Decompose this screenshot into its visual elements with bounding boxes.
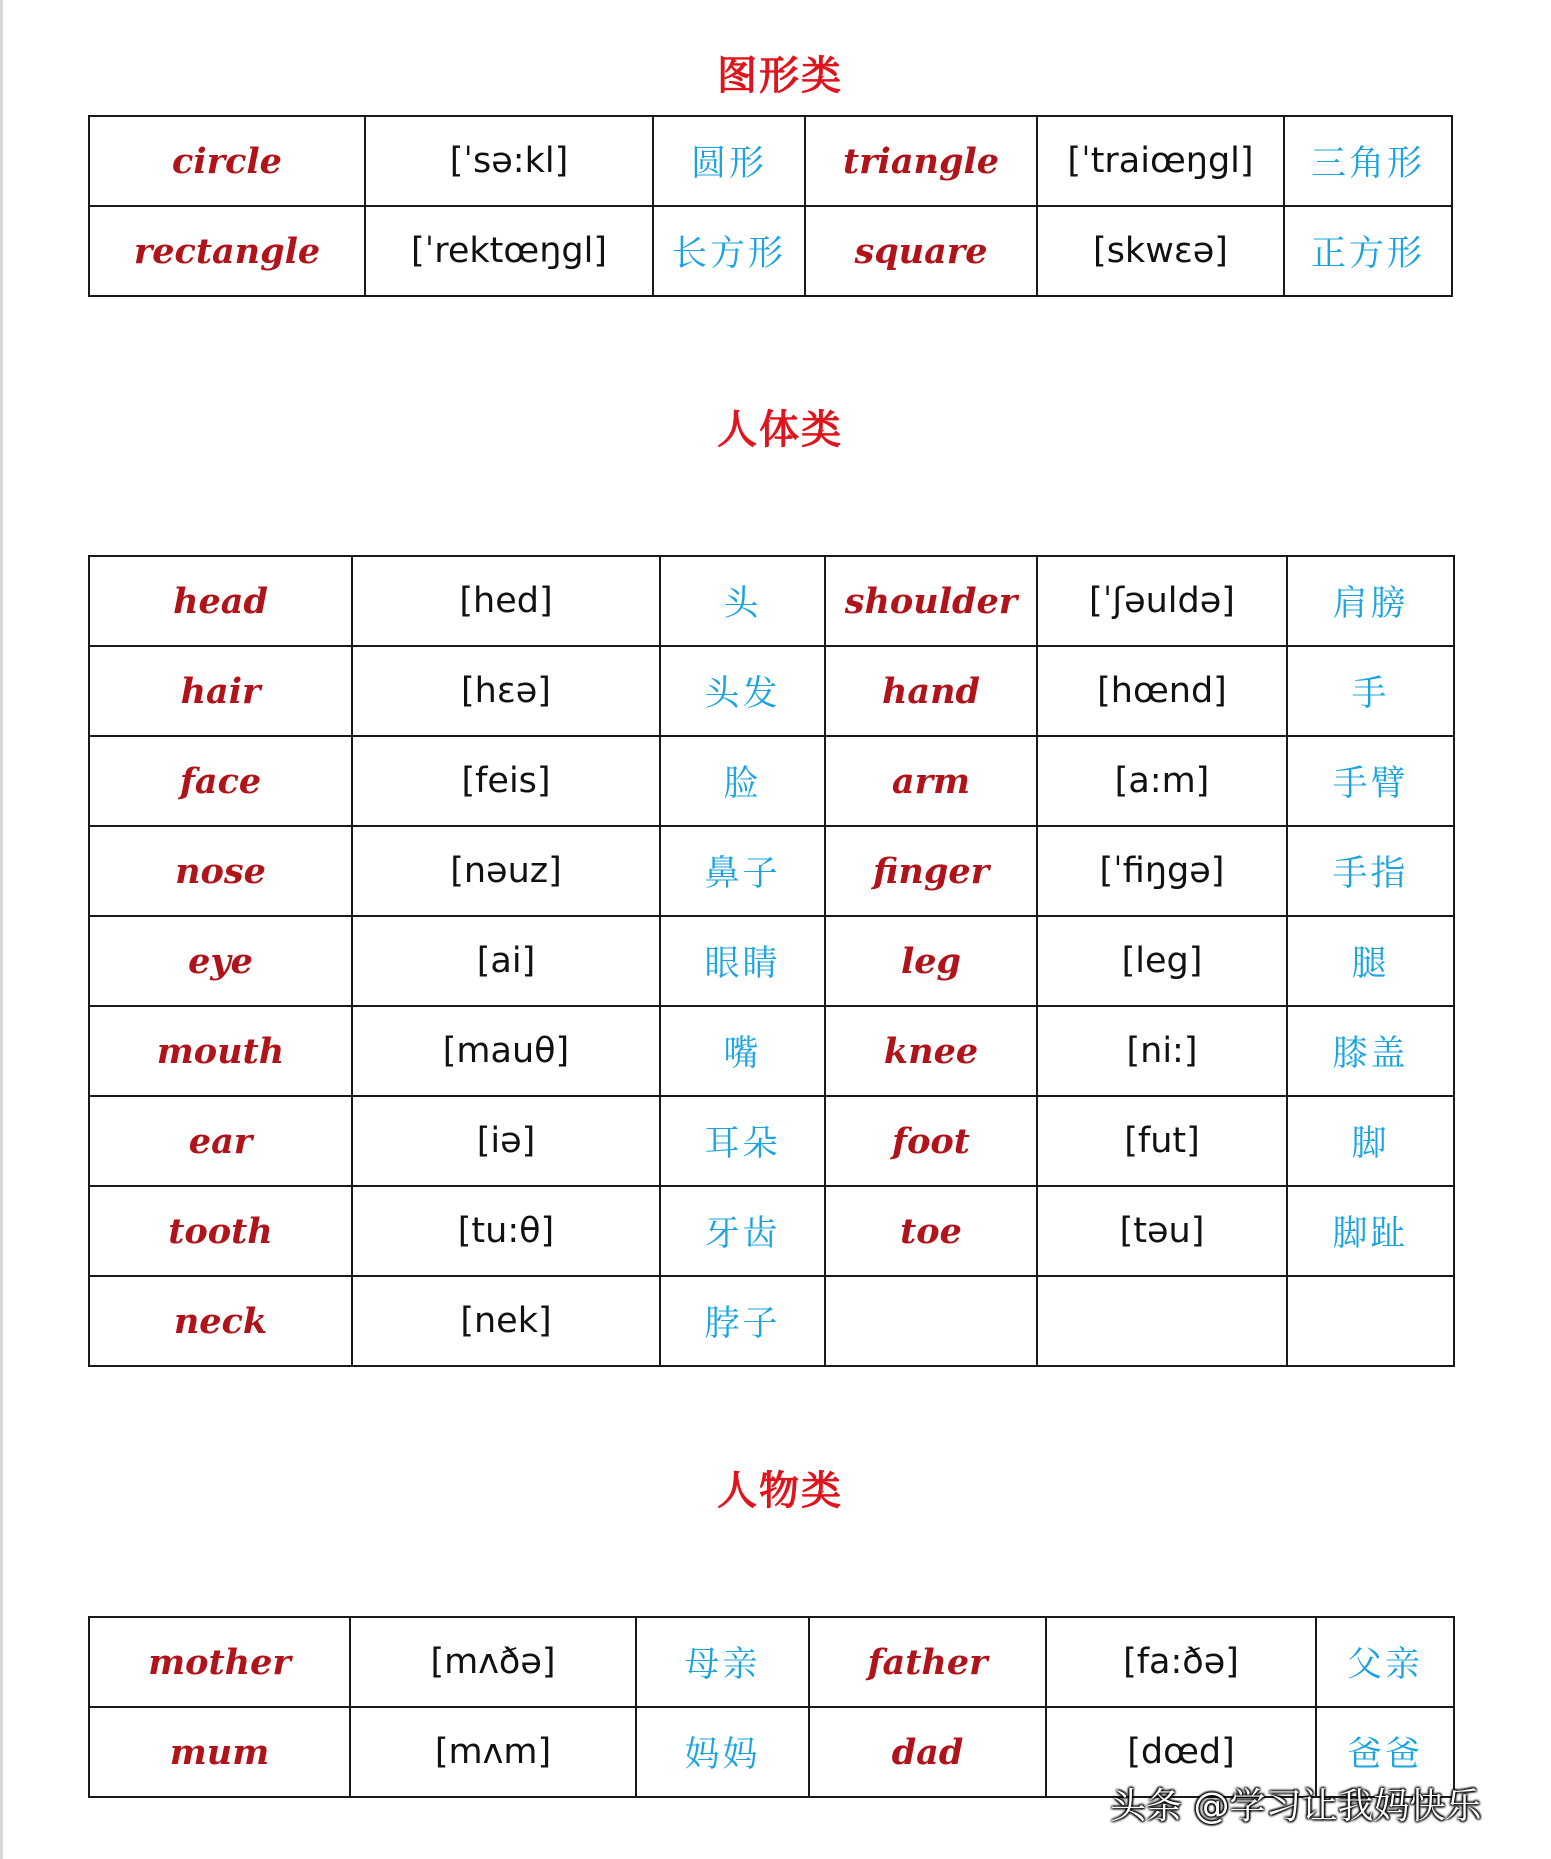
- phonetic: [təu]: [1037, 1186, 1287, 1276]
- phonetic: [a:m]: [1037, 736, 1287, 826]
- chinese-meaning: 父亲: [1316, 1617, 1454, 1707]
- empty-cell: [1287, 1276, 1454, 1366]
- english-word: arm: [825, 736, 1037, 826]
- chinese-meaning: 妈妈: [636, 1707, 809, 1797]
- english-word: mouth: [89, 1006, 352, 1096]
- chinese-meaning: 正方形: [1284, 206, 1452, 296]
- phonetic: [tu:θ]: [352, 1186, 660, 1276]
- watermark: 头条 @学习让我妈快乐: [1110, 1786, 1482, 1827]
- phonetic: [skwɛə]: [1037, 206, 1284, 296]
- english-word: mum: [89, 1707, 350, 1797]
- table-row: [89, 916, 1454, 1006]
- phonetic: [iə]: [352, 1096, 660, 1186]
- chinese-meaning: 膝盖: [1287, 1006, 1454, 1096]
- english-word: square: [805, 206, 1037, 296]
- phonetic: [nek]: [352, 1276, 660, 1366]
- phonetic: [hɛə]: [352, 646, 660, 736]
- table-row: [89, 556, 1454, 646]
- vocab-table-people: [88, 1616, 1455, 1798]
- phonetic: [ˈfiŋgə]: [1037, 826, 1287, 916]
- chinese-meaning: 手: [1287, 646, 1454, 736]
- english-word: finger: [825, 826, 1037, 916]
- english-word: rectangle: [89, 206, 365, 296]
- table-row: [89, 1617, 1454, 1707]
- chinese-meaning: 母亲: [636, 1617, 809, 1707]
- table-row: [89, 826, 1454, 916]
- english-word: eye: [89, 916, 352, 1006]
- phonetic: [ai]: [352, 916, 660, 1006]
- chinese-meaning: 头发: [660, 646, 825, 736]
- table-row: [89, 1276, 1454, 1366]
- chinese-meaning: 爸爸: [1316, 1707, 1454, 1797]
- english-word: father: [809, 1617, 1046, 1707]
- english-word: leg: [825, 916, 1037, 1006]
- section-title-shapes: 图形类: [717, 53, 843, 99]
- phonetic: [ˈʃəuldə]: [1037, 556, 1287, 646]
- chinese-meaning: 嘴: [660, 1006, 825, 1096]
- section-title-people: 人物类: [717, 1468, 843, 1514]
- table-row: [89, 736, 1454, 826]
- phonetic: [leg]: [1037, 916, 1287, 1006]
- table-row: [89, 116, 1452, 206]
- chinese-meaning: 脖子: [660, 1276, 825, 1366]
- chinese-meaning: 脸: [660, 736, 825, 826]
- page-edge: [0, 0, 3, 1859]
- english-word: hand: [825, 646, 1037, 736]
- english-word: head: [89, 556, 352, 646]
- chinese-meaning: 圆形: [653, 116, 805, 206]
- phonetic: [dœd]: [1046, 1707, 1316, 1797]
- phonetic: [feis]: [352, 736, 660, 826]
- vocab-table-shapes: [88, 115, 1453, 297]
- chinese-meaning: 手臂: [1287, 736, 1454, 826]
- table-row: [89, 1006, 1454, 1096]
- chinese-meaning: 手指: [1287, 826, 1454, 916]
- english-word: tooth: [89, 1186, 352, 1276]
- phonetic: [nəuz]: [352, 826, 660, 916]
- table-row: [89, 206, 1452, 296]
- english-word: hair: [89, 646, 352, 736]
- chinese-meaning: 长方形: [653, 206, 805, 296]
- empty-cell: [825, 1276, 1037, 1366]
- chinese-meaning: 眼睛: [660, 916, 825, 1006]
- english-word: neck: [89, 1276, 352, 1366]
- chinese-meaning: 脚: [1287, 1096, 1454, 1186]
- english-word: circle: [89, 116, 365, 206]
- english-word: nose: [89, 826, 352, 916]
- chinese-meaning: 耳朵: [660, 1096, 825, 1186]
- english-word: dad: [809, 1707, 1046, 1797]
- chinese-meaning: 三角形: [1284, 116, 1452, 206]
- chinese-meaning: 腿: [1287, 916, 1454, 1006]
- english-word: shoulder: [825, 556, 1037, 646]
- table-row: [89, 646, 1454, 736]
- phonetic: [fut]: [1037, 1096, 1287, 1186]
- phonetic: [ˈsə:kl]: [365, 116, 653, 206]
- phonetic: [ˈrektœŋgl]: [365, 206, 653, 296]
- chinese-meaning: 牙齿: [660, 1186, 825, 1276]
- chinese-meaning: 肩膀: [1287, 556, 1454, 646]
- chinese-meaning: 头: [660, 556, 825, 646]
- phonetic: [mʌðə]: [350, 1617, 636, 1707]
- english-word: face: [89, 736, 352, 826]
- phonetic: [hœnd]: [1037, 646, 1287, 736]
- english-word: triangle: [805, 116, 1037, 206]
- phonetic: [fa:ðə]: [1046, 1617, 1316, 1707]
- phonetic: [hed]: [352, 556, 660, 646]
- section-title-body: 人体类: [717, 407, 843, 453]
- phonetic: [ni:]: [1037, 1006, 1287, 1096]
- english-word: ear: [89, 1096, 352, 1186]
- phonetic: [mauθ]: [352, 1006, 660, 1096]
- phonetic: [mʌm]: [350, 1707, 636, 1797]
- english-word: knee: [825, 1006, 1037, 1096]
- vocab-table-body: [88, 555, 1455, 1367]
- phonetic: [ˈtraiœŋgl]: [1037, 116, 1284, 206]
- table-row: [89, 1096, 1454, 1186]
- english-word: toe: [825, 1186, 1037, 1276]
- english-word: foot: [825, 1096, 1037, 1186]
- chinese-meaning: 鼻子: [660, 826, 825, 916]
- empty-cell: [1037, 1276, 1287, 1366]
- english-word: mother: [89, 1617, 350, 1707]
- table-row: [89, 1186, 1454, 1276]
- chinese-meaning: 脚趾: [1287, 1186, 1454, 1276]
